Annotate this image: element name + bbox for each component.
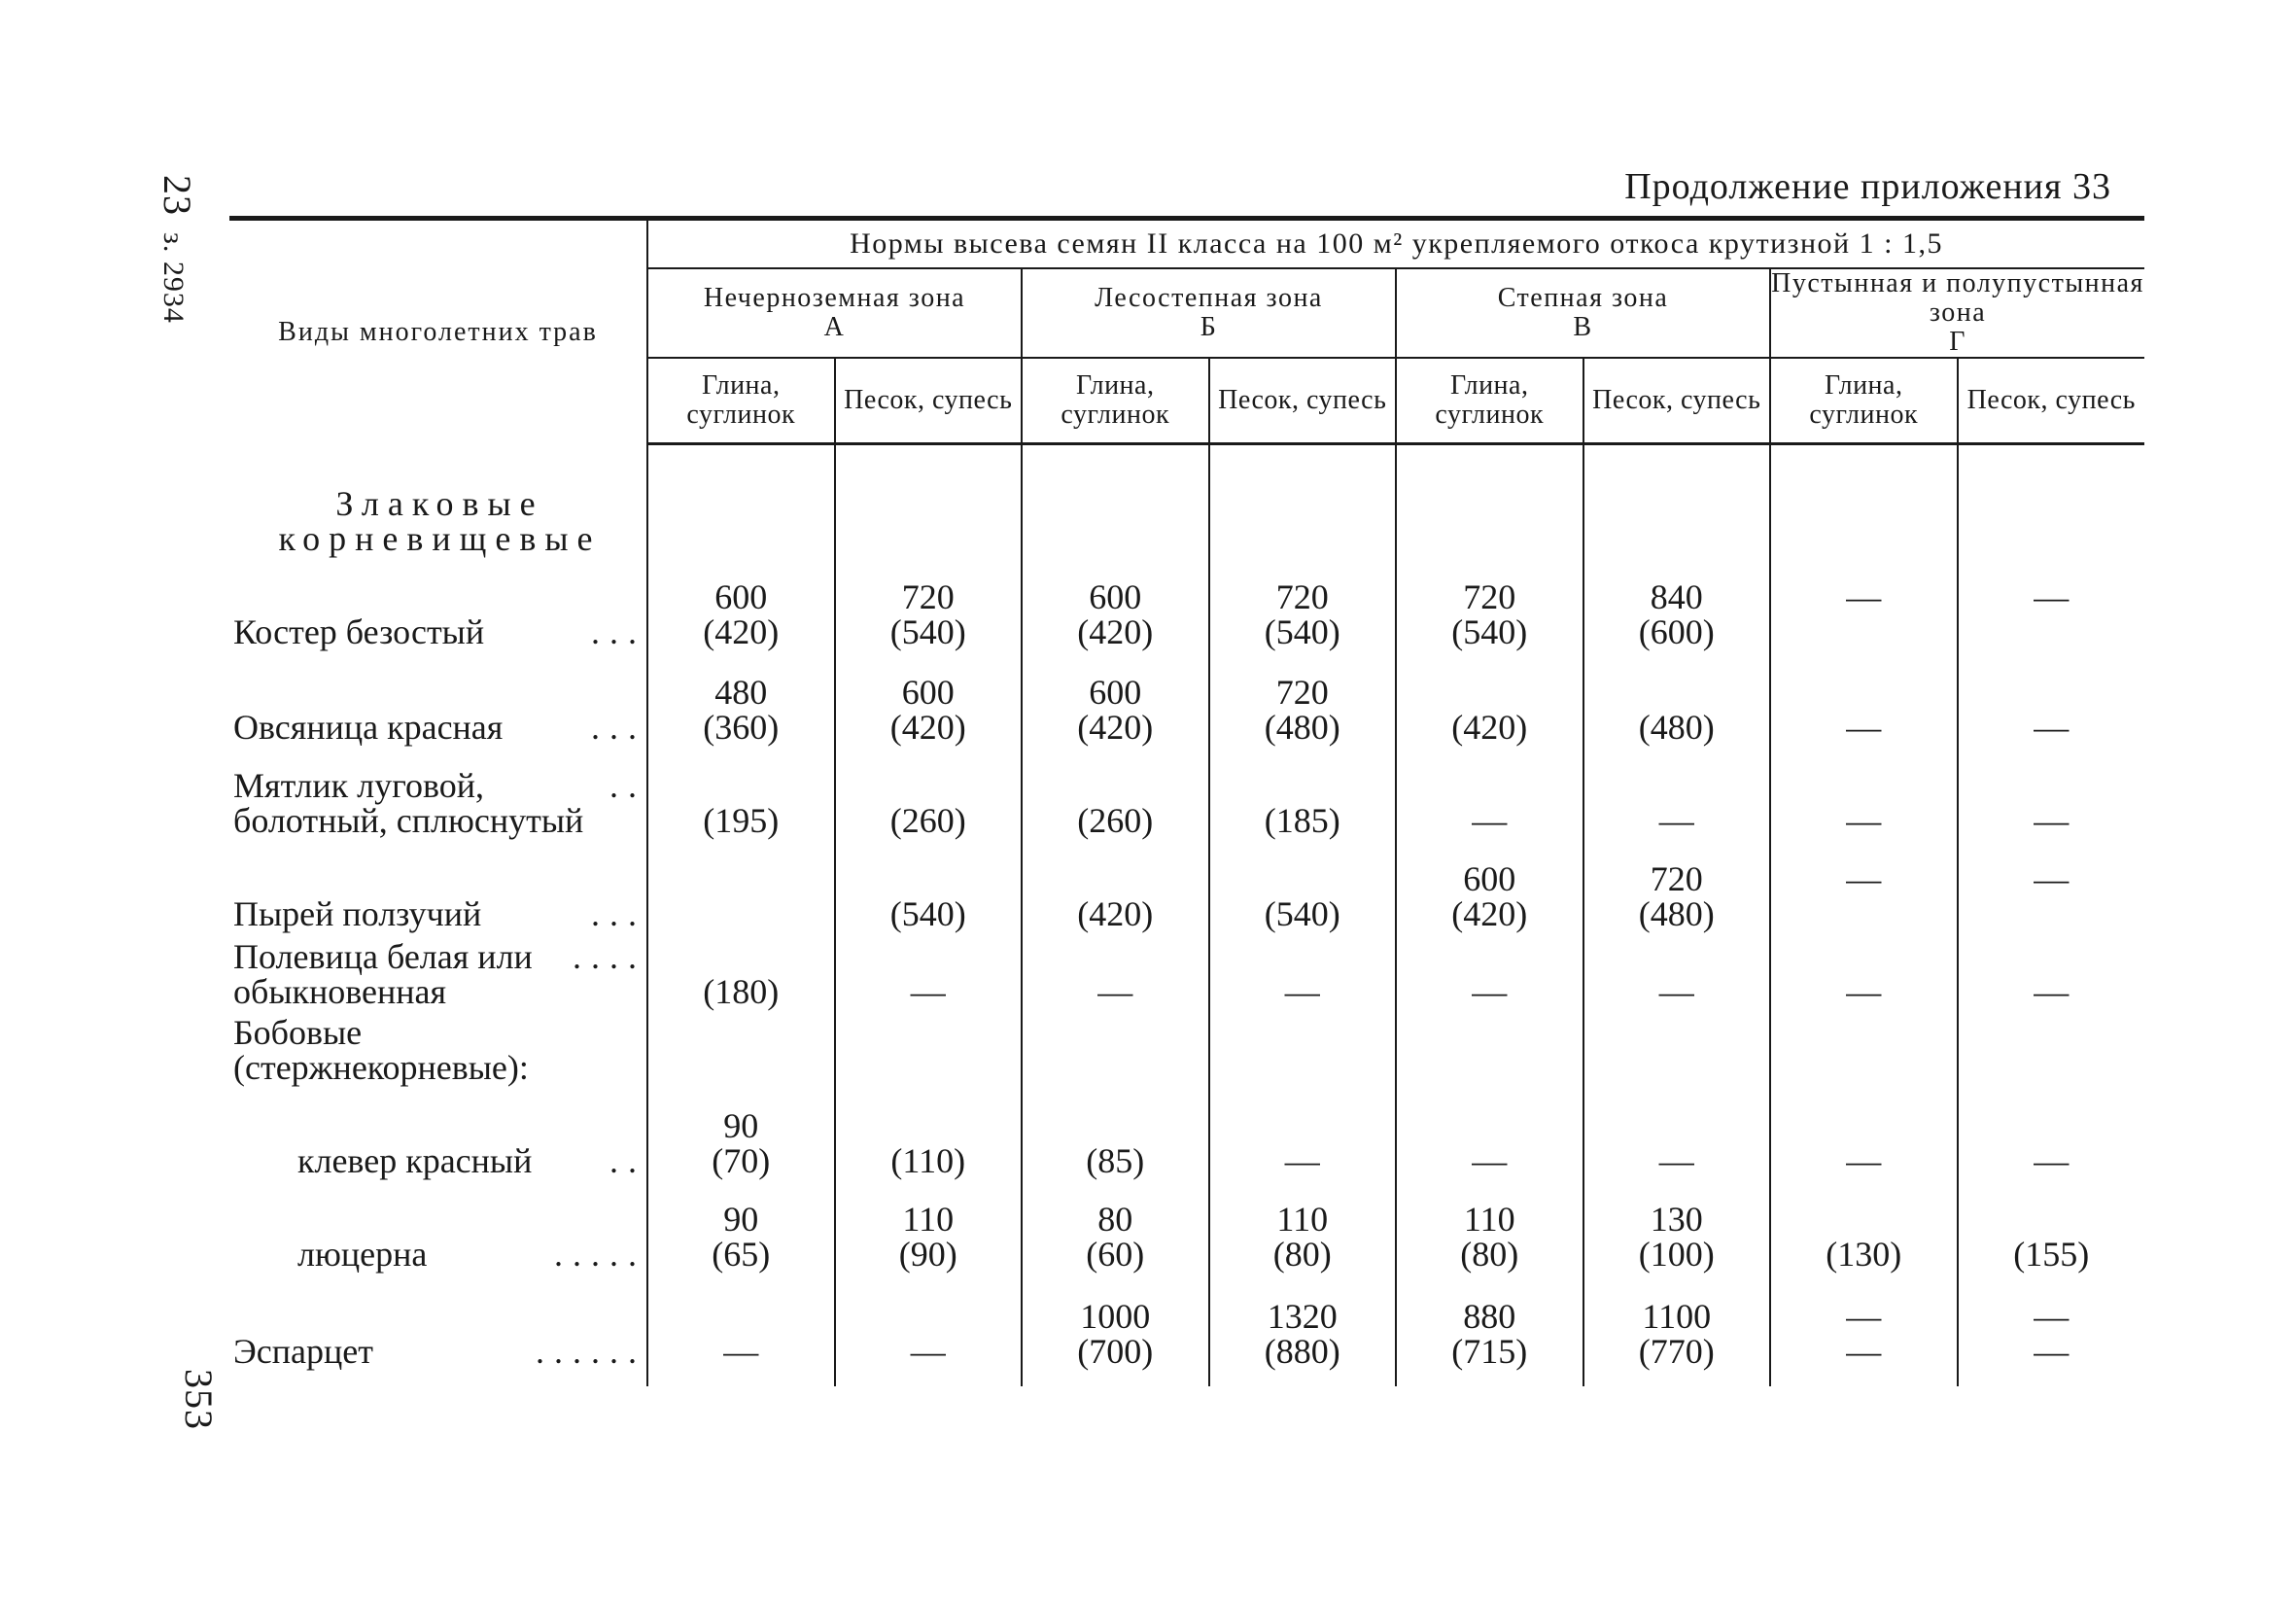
spacer-row bbox=[229, 444, 2144, 483]
rate-cell bbox=[835, 556, 1023, 649]
rate-cell bbox=[1396, 556, 1583, 649]
rate-value: 1320 bbox=[1267, 1297, 1338, 1336]
soil-header: Песок, супесь bbox=[835, 358, 1023, 444]
rate-cell bbox=[1583, 838, 1771, 931]
species-name: Мятлик луговой, болотный, сплюснутый bbox=[233, 766, 584, 840]
rate-cell bbox=[835, 1085, 1023, 1178]
species-name: Пырей ползучий bbox=[233, 894, 482, 933]
rate-value-alt: — bbox=[1846, 708, 1882, 747]
rate-cell bbox=[1770, 745, 1958, 838]
rate-value bbox=[1397, 675, 1583, 710]
rate-value-alt: (600) bbox=[1638, 612, 1715, 651]
rate-cell bbox=[1770, 838, 1958, 931]
rate-cell bbox=[1396, 1085, 1583, 1178]
rate-value-alt: — bbox=[2034, 708, 2070, 747]
group-label: Бобовые (стержнекорневые): bbox=[233, 1013, 529, 1087]
rate-cell bbox=[835, 1178, 1023, 1272]
rate-value-alt bbox=[1959, 614, 2145, 649]
rate-value bbox=[836, 861, 1022, 896]
rate-value bbox=[648, 768, 834, 803]
rate-value: 600 bbox=[714, 577, 768, 616]
rate-value: 90 bbox=[723, 1200, 759, 1239]
rate-cell bbox=[1770, 1085, 1958, 1178]
rate-cell bbox=[1396, 1272, 1583, 1369]
rate-value bbox=[1584, 1108, 1770, 1143]
rate-value bbox=[1397, 939, 1583, 974]
zone-name: Нечерноземная зона bbox=[703, 283, 966, 313]
species-name-cell bbox=[229, 745, 647, 838]
rate-value: 110 bbox=[1276, 1200, 1329, 1239]
rate-value: — bbox=[1846, 1297, 1882, 1336]
leader-dots: ...... bbox=[536, 1332, 646, 1371]
rate-value-alt: (80) bbox=[1272, 1235, 1332, 1274]
rate-value bbox=[648, 861, 834, 896]
rate-value: 480 bbox=[714, 673, 768, 712]
species-name-cell bbox=[229, 649, 647, 745]
rate-cell bbox=[1583, 649, 1771, 745]
rate-cell bbox=[835, 745, 1023, 838]
rate-value-alt: — bbox=[1472, 801, 1508, 840]
rate-value: 720 bbox=[1463, 577, 1516, 616]
rate-value-alt: (80) bbox=[1460, 1235, 1519, 1274]
rate-value: — bbox=[2034, 859, 2070, 898]
rate-value bbox=[1771, 768, 1957, 803]
rate-value-alt: (420) bbox=[1077, 612, 1154, 651]
zone-name: Лесостепная зона bbox=[1095, 283, 1323, 313]
side-print-code: з. 2934 bbox=[157, 232, 190, 324]
rate-value: 720 bbox=[1275, 673, 1329, 712]
rate-value-alt: — bbox=[1472, 1141, 1508, 1180]
rate-value bbox=[1397, 768, 1583, 803]
rate-value bbox=[836, 768, 1022, 803]
rate-value-alt: (260) bbox=[1077, 801, 1154, 840]
rate-cell bbox=[1396, 649, 1583, 745]
rate-cell bbox=[1770, 649, 1958, 745]
rate-cell bbox=[1958, 838, 2145, 931]
rate-value: 720 bbox=[1275, 577, 1329, 616]
rate-value: 80 bbox=[1097, 1200, 1133, 1239]
table-body bbox=[229, 444, 2144, 1387]
rate-cell bbox=[1958, 1272, 2145, 1369]
seed-rates-table bbox=[229, 221, 2144, 1386]
zone-name: Пустынная и полупустынная зона bbox=[1771, 268, 2144, 328]
species-name-cell bbox=[229, 838, 647, 931]
rate-value bbox=[1771, 675, 1957, 710]
rate-cell bbox=[1209, 745, 1397, 838]
rate-value-alt: (420) bbox=[703, 612, 780, 651]
rate-cell bbox=[647, 556, 835, 649]
rate-value-alt: (90) bbox=[898, 1235, 957, 1274]
rate-value-alt: (85) bbox=[1086, 1141, 1145, 1180]
side-page-marker bbox=[155, 175, 200, 324]
rate-value-alt: (540) bbox=[889, 612, 966, 651]
rate-value bbox=[836, 1108, 1022, 1143]
rate-value-alt: (420) bbox=[1451, 708, 1528, 747]
rate-cell bbox=[1209, 649, 1397, 745]
rate-cell bbox=[1770, 556, 1958, 649]
rate-value-alt bbox=[648, 896, 834, 931]
seed-rates-table-wrap bbox=[229, 221, 2144, 1386]
rate-value-alt: — bbox=[2034, 972, 2070, 1011]
rate-value bbox=[1210, 861, 1396, 896]
soil-header: Песок, супесь bbox=[1583, 358, 1771, 444]
rate-value: 880 bbox=[1463, 1297, 1516, 1336]
rate-cell bbox=[1209, 556, 1397, 649]
rate-cell bbox=[1022, 1178, 1209, 1272]
rate-cell bbox=[1022, 838, 1209, 931]
rate-value-alt: (180) bbox=[703, 972, 780, 1011]
rate-value: 840 bbox=[1650, 577, 1703, 616]
rate-value-alt: (700) bbox=[1077, 1332, 1154, 1371]
soil-header: Глина, суглинок bbox=[1022, 358, 1209, 444]
table-row bbox=[229, 838, 2144, 931]
rate-cell bbox=[1209, 1085, 1397, 1178]
species-name: клевер красный bbox=[297, 1141, 533, 1180]
rate-value-alt: (540) bbox=[1451, 612, 1528, 651]
rate-cell bbox=[1770, 1178, 1958, 1272]
rate-cell bbox=[1583, 1085, 1771, 1178]
rate-value: 1100 bbox=[1642, 1297, 1712, 1336]
soil-header: Песок, супесь bbox=[1209, 358, 1397, 444]
rate-cell bbox=[1958, 931, 2145, 1009]
table-row bbox=[229, 931, 2144, 1009]
group-row-cereals bbox=[229, 482, 2144, 556]
rate-value-alt: — bbox=[1658, 972, 1694, 1011]
rate-value bbox=[1397, 1108, 1583, 1143]
rate-cell bbox=[1022, 556, 1209, 649]
rate-cell bbox=[1022, 931, 1209, 1009]
rate-value-alt: — bbox=[1846, 801, 1882, 840]
rate-cell bbox=[647, 649, 835, 745]
rate-cell bbox=[1396, 745, 1583, 838]
rate-value bbox=[836, 1299, 1022, 1334]
rate-value bbox=[1210, 939, 1396, 974]
rate-value bbox=[1959, 675, 2145, 710]
rate-cell bbox=[1583, 745, 1771, 838]
rate-value-alt bbox=[1771, 896, 1957, 931]
rate-value: 600 bbox=[1089, 577, 1142, 616]
rate-value-alt: (880) bbox=[1264, 1332, 1340, 1371]
zone-header-v bbox=[1396, 268, 1770, 358]
rate-cell bbox=[1583, 1178, 1771, 1272]
rate-cell bbox=[1583, 556, 1771, 649]
rate-cell bbox=[835, 931, 1023, 1009]
rate-value-alt: (420) bbox=[1077, 708, 1154, 747]
rate-value: 600 bbox=[901, 673, 955, 712]
zone-letter: А bbox=[823, 312, 846, 342]
rate-value-alt bbox=[1959, 896, 2145, 931]
rate-cell bbox=[1209, 1178, 1397, 1272]
rate-value: — bbox=[2034, 577, 2070, 616]
rate-value-alt: — bbox=[1284, 972, 1320, 1011]
rate-value-alt: — bbox=[1658, 1141, 1694, 1180]
rate-value-alt: — bbox=[1658, 801, 1694, 840]
species-header: Виды многолетних трав bbox=[278, 316, 598, 347]
rate-value: — bbox=[1846, 859, 1882, 898]
rate-value bbox=[1959, 1202, 2145, 1237]
rate-value-alt: (420) bbox=[1077, 894, 1154, 933]
rate-value bbox=[1584, 768, 1770, 803]
leader-dots: .. bbox=[609, 1141, 646, 1180]
rate-value bbox=[1584, 675, 1770, 710]
rate-cell bbox=[1209, 838, 1397, 931]
soil-header: Песок, супесь bbox=[1958, 358, 2145, 444]
rate-value-alt: (540) bbox=[1264, 894, 1340, 933]
rate-value-alt: (540) bbox=[1264, 612, 1340, 651]
rate-value bbox=[1023, 768, 1208, 803]
rate-cell bbox=[1022, 649, 1209, 745]
leader-dots: ... bbox=[591, 612, 646, 651]
species-name-cell bbox=[229, 1085, 647, 1178]
rate-value bbox=[1771, 1202, 1957, 1237]
table-row bbox=[229, 1272, 2144, 1369]
rate-cell bbox=[647, 838, 835, 931]
leader-dots: ... bbox=[591, 894, 646, 933]
rate-value bbox=[1023, 1108, 1208, 1143]
rate-value bbox=[648, 1299, 834, 1334]
rate-cell bbox=[1396, 838, 1583, 931]
rate-value bbox=[1023, 861, 1208, 896]
rate-value-alt: — bbox=[1846, 1332, 1882, 1371]
table-row bbox=[229, 745, 2144, 838]
zone-letter: Б bbox=[1200, 312, 1218, 342]
rate-value-alt: (130) bbox=[1826, 1235, 1902, 1274]
rate-value-alt: (155) bbox=[2013, 1235, 2090, 1274]
zone-header-g bbox=[1770, 268, 2144, 358]
rate-cell bbox=[835, 838, 1023, 931]
rate-value-alt: (360) bbox=[703, 708, 780, 747]
continuation-title: Продолжение приложения 33 bbox=[1624, 166, 2111, 207]
rate-cell bbox=[647, 1178, 835, 1272]
rate-value-alt: — bbox=[2034, 1332, 2070, 1371]
rate-value-alt: (70) bbox=[712, 1141, 771, 1180]
side-page-number: 23 bbox=[156, 175, 199, 216]
rate-value-alt: — bbox=[1284, 1141, 1320, 1180]
rate-value: 110 bbox=[1463, 1200, 1515, 1239]
species-name-cell bbox=[229, 556, 647, 649]
group-row-legumes bbox=[229, 1009, 2144, 1085]
rate-value-alt: (195) bbox=[703, 801, 780, 840]
rate-value-alt: — bbox=[910, 972, 946, 1011]
rate-cell bbox=[1958, 1178, 2145, 1272]
rate-cell bbox=[1958, 1085, 2145, 1178]
zone-name: Степная зона bbox=[1497, 283, 1669, 313]
soil-header: Глина, суглинок bbox=[1770, 358, 1958, 444]
zone-header-b bbox=[1022, 268, 1396, 358]
rate-value bbox=[1210, 768, 1396, 803]
rate-cell bbox=[1209, 1272, 1397, 1369]
table-row bbox=[229, 556, 2144, 649]
rate-value-alt: (60) bbox=[1086, 1235, 1145, 1274]
rate-value bbox=[1959, 939, 2145, 974]
rate-value bbox=[1771, 1108, 1957, 1143]
soil-header: Глина, суглинок bbox=[647, 358, 835, 444]
rate-value bbox=[836, 939, 1022, 974]
rate-value-alt: (715) bbox=[1451, 1332, 1528, 1371]
zone-letter: Г bbox=[1949, 327, 1966, 357]
main-header: Нормы высева семян II класса на 100 м² укрепляемого откоса крутизной 1 : 1,5 bbox=[647, 221, 2144, 268]
rate-value bbox=[1959, 1108, 2145, 1143]
rate-value-alt: (185) bbox=[1264, 801, 1340, 840]
rate-value-alt: (480) bbox=[1264, 708, 1340, 747]
rate-value bbox=[1959, 768, 2145, 803]
rate-cell bbox=[1958, 745, 2145, 838]
rate-value: 600 bbox=[1463, 859, 1516, 898]
rate-value bbox=[1584, 939, 1770, 974]
zone-header-a bbox=[647, 268, 1022, 358]
rate-cell bbox=[835, 1272, 1023, 1369]
rate-cell bbox=[647, 1085, 835, 1178]
rate-cell bbox=[1209, 931, 1397, 1009]
spacer-row bbox=[229, 1369, 2144, 1386]
rate-cell bbox=[1022, 745, 1209, 838]
rate-value-alt: (100) bbox=[1638, 1235, 1715, 1274]
rate-value-alt: (420) bbox=[889, 708, 966, 747]
rate-cell bbox=[1770, 931, 1958, 1009]
rate-cell bbox=[1396, 931, 1583, 1009]
species-name-cell bbox=[229, 931, 647, 1009]
rate-value: — bbox=[2034, 1297, 2070, 1336]
rate-cell bbox=[1022, 1272, 1209, 1369]
rate-value-alt: — bbox=[1846, 1141, 1882, 1180]
rate-value: 90 bbox=[723, 1106, 759, 1145]
rate-cell bbox=[1396, 1178, 1583, 1272]
leader-dots: .... bbox=[573, 937, 646, 976]
rate-value: 720 bbox=[901, 577, 955, 616]
rate-cell bbox=[647, 745, 835, 838]
rate-value-alt: (480) bbox=[1638, 894, 1715, 933]
rate-value bbox=[1771, 939, 1957, 974]
rate-value-alt: (110) bbox=[890, 1141, 966, 1180]
leader-dots: ... bbox=[591, 708, 646, 747]
rate-cell bbox=[1583, 931, 1771, 1009]
rate-value-alt bbox=[1771, 614, 1957, 649]
species-name-cell bbox=[229, 1178, 647, 1272]
rate-value bbox=[1210, 1108, 1396, 1143]
rate-value bbox=[648, 939, 834, 974]
species-name: Эспарцет bbox=[233, 1332, 373, 1371]
rate-value-alt: — bbox=[1846, 972, 1882, 1011]
rate-value: 600 bbox=[1089, 673, 1142, 712]
table-row bbox=[229, 649, 2144, 745]
rate-value-alt: (260) bbox=[889, 801, 966, 840]
rate-value-alt: — bbox=[2034, 1141, 2070, 1180]
table-row bbox=[229, 1085, 2144, 1178]
group-label: Злаковые корневищевые bbox=[278, 484, 602, 558]
rate-value-alt: — bbox=[723, 1332, 759, 1371]
rate-value-alt: — bbox=[1472, 972, 1508, 1011]
rate-value-alt: (770) bbox=[1638, 1332, 1715, 1371]
rate-value-alt: (420) bbox=[1451, 894, 1528, 933]
rate-cell bbox=[835, 649, 1023, 745]
rate-cell bbox=[1022, 1085, 1209, 1178]
rate-value: 110 bbox=[902, 1200, 955, 1239]
soil-header: Глина, суглинок bbox=[1396, 358, 1583, 444]
rate-cell bbox=[1770, 1272, 1958, 1369]
rate-value-alt: (65) bbox=[712, 1235, 771, 1274]
rate-value: — bbox=[1846, 577, 1882, 616]
rate-cell bbox=[1958, 649, 2145, 745]
species-name: люцерна bbox=[297, 1235, 428, 1274]
rate-value-alt: — bbox=[1097, 972, 1133, 1011]
rate-value bbox=[1023, 939, 1208, 974]
rate-value-alt: (480) bbox=[1638, 708, 1715, 747]
species-name-cell bbox=[229, 1272, 647, 1369]
species-name: Костер безостый bbox=[233, 612, 485, 651]
page-number: 353 bbox=[177, 1369, 221, 1430]
rate-value: 1000 bbox=[1080, 1297, 1151, 1336]
rate-value-alt: (540) bbox=[889, 894, 966, 933]
zone-letter: В bbox=[1573, 312, 1593, 342]
table-row bbox=[229, 1178, 2144, 1272]
leader-dots: .. bbox=[609, 766, 646, 805]
rate-value: 130 bbox=[1650, 1200, 1703, 1239]
rate-cell bbox=[647, 1272, 835, 1369]
rate-value-alt: — bbox=[910, 1332, 946, 1371]
rate-cell bbox=[1583, 1272, 1771, 1369]
species-name: Полевица белая или обыкновенная bbox=[233, 937, 533, 1011]
rate-value: 720 bbox=[1650, 859, 1703, 898]
rate-cell bbox=[647, 931, 835, 1009]
leader-dots: ..... bbox=[554, 1235, 646, 1274]
rate-value-alt: — bbox=[2034, 801, 2070, 840]
rate-cell bbox=[1958, 556, 2145, 649]
species-name: Овсяница красная bbox=[233, 708, 504, 747]
